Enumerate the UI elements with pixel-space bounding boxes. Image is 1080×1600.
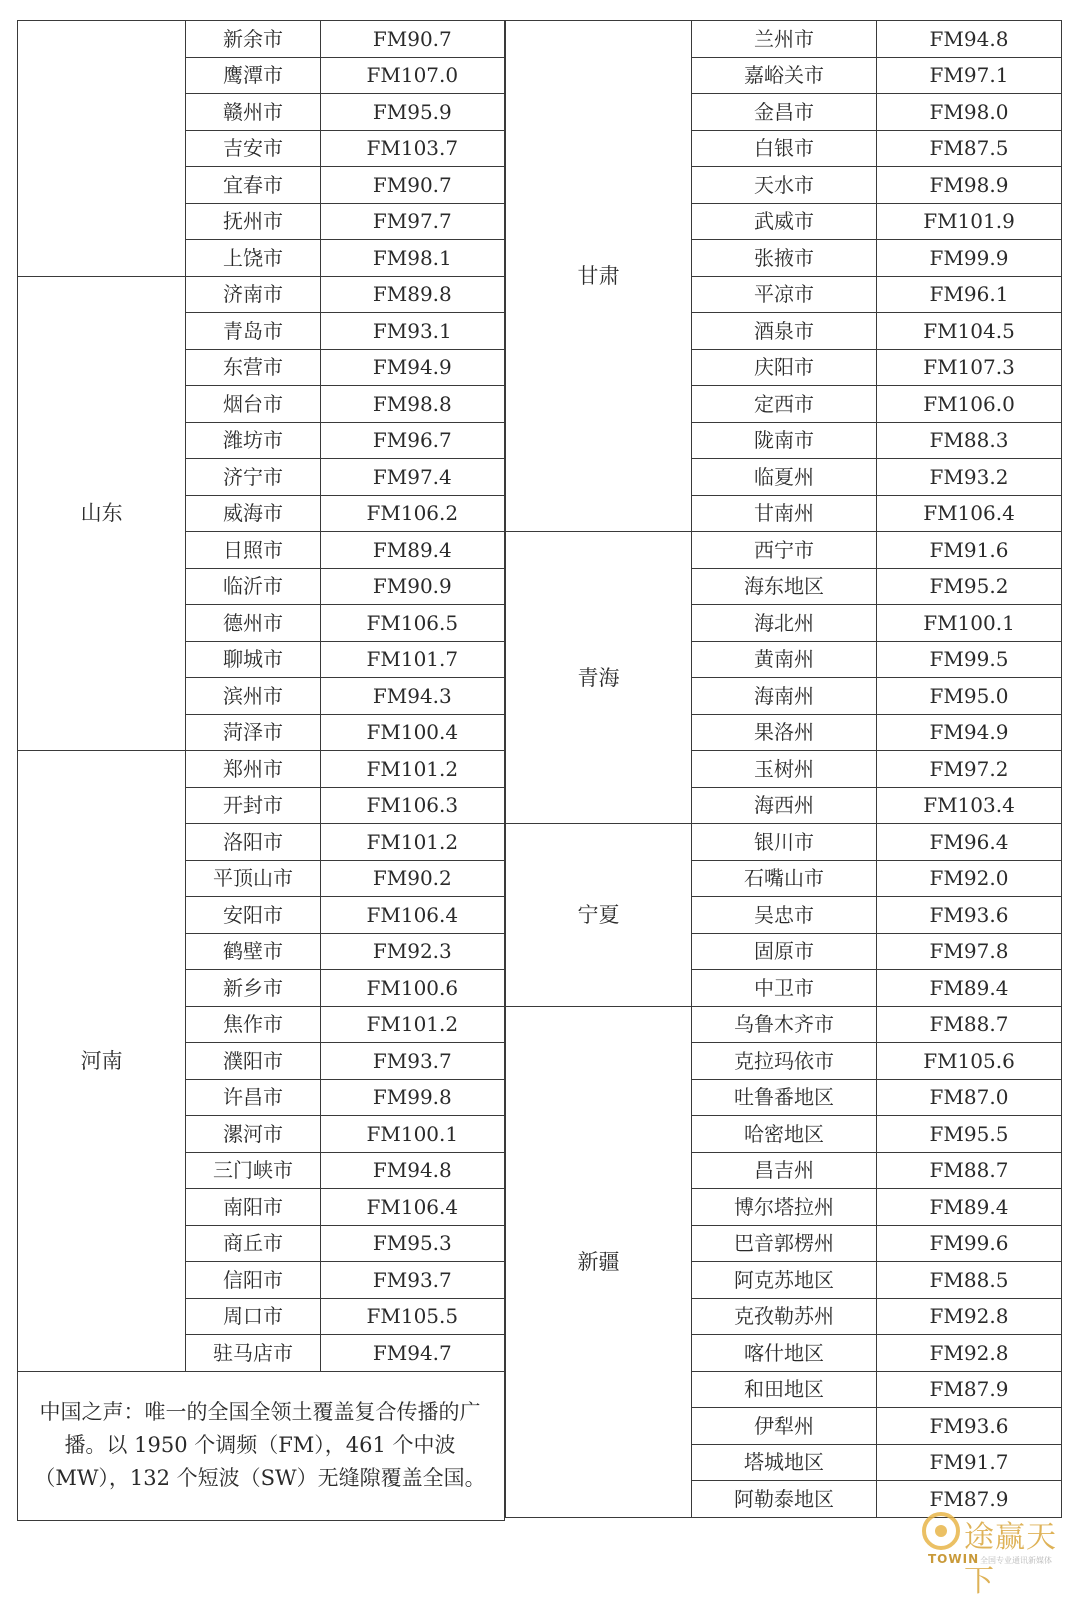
frequency-cell: FM101.7 [320, 641, 504, 678]
city-cell: 新余市 [186, 21, 320, 58]
frequency-cell: FM94.8 [877, 21, 1062, 58]
frequency-cell: FM105.5 [320, 1298, 504, 1335]
frequency-cell: FM106.4 [320, 1189, 504, 1226]
right-frequency-table [505, 20, 1062, 1518]
frequency-cell: FM95.9 [320, 94, 504, 131]
city-cell: 鹰潭市 [186, 57, 320, 94]
city-cell: 临夏州 [692, 459, 877, 496]
province-cell [18, 21, 186, 277]
city-cell: 酒泉市 [692, 313, 877, 350]
note-row [18, 1371, 505, 1520]
city-cell: 临沂市 [186, 568, 320, 605]
frequency-cell: FM96.4 [877, 824, 1062, 861]
frequency-cell: FM94.8 [320, 1152, 504, 1189]
province-cell: 青海 [506, 532, 692, 824]
city-cell: 哈密地区 [692, 1116, 877, 1153]
city-cell: 石嘴山市 [692, 860, 877, 897]
city-cell: 平顶山市 [186, 860, 320, 897]
city-cell: 博尔塔拉州 [692, 1189, 877, 1226]
city-cell: 西宁市 [692, 532, 877, 569]
city-cell: 玉树州 [692, 751, 877, 788]
frequency-cell: FM100.1 [320, 1116, 504, 1153]
frequency-cell: FM93.6 [877, 897, 1062, 934]
city-cell: 东营市 [186, 349, 320, 386]
city-cell: 阿勒泰地区 [692, 1481, 877, 1518]
coverage-note: 中国之声：唯一的全国全领土覆盖复合传播的广播。以 1950 个调频（FM），461 个中波（MW），132 个短波（SW）无缝隙覆盖全国。 [18, 1371, 505, 1520]
frequency-cell: FM94.9 [320, 349, 504, 386]
city-cell: 塔城地区 [692, 1444, 877, 1481]
frequency-cell: FM106.2 [320, 495, 504, 532]
frequency-cell: FM94.9 [877, 714, 1062, 751]
frequency-cell: FM95.2 [877, 568, 1062, 605]
left-frequency-table [17, 20, 505, 1520]
city-cell: 洛阳市 [186, 824, 320, 861]
city-cell: 驻马店市 [186, 1335, 320, 1372]
table-row [506, 1006, 1062, 1043]
city-cell: 白银市 [692, 130, 877, 167]
city-cell: 济南市 [186, 276, 320, 313]
city-cell: 武威市 [692, 203, 877, 240]
city-cell: 果洛州 [692, 714, 877, 751]
city-cell: 吴忠市 [692, 897, 877, 934]
city-cell: 三门峡市 [186, 1152, 320, 1189]
city-cell: 菏泽市 [186, 714, 320, 751]
watermark-latin: TOWIN [928, 1552, 980, 1566]
city-cell: 日照市 [186, 532, 320, 569]
city-cell: 赣州市 [186, 94, 320, 131]
frequency-cell: FM99.9 [877, 240, 1062, 277]
frequency-cell: FM92.3 [320, 933, 504, 970]
city-cell: 张掖市 [692, 240, 877, 277]
frequency-cell: FM98.9 [877, 167, 1062, 204]
frequency-cell: FM100.1 [877, 605, 1062, 642]
frequency-cell: FM103.7 [320, 130, 504, 167]
frequency-cell: FM107.3 [877, 349, 1062, 386]
city-cell: 周口市 [186, 1298, 320, 1335]
city-cell: 南阳市 [186, 1189, 320, 1226]
frequency-cell: FM93.2 [877, 459, 1062, 496]
frequency-cell: FM90.7 [320, 167, 504, 204]
table-row [506, 824, 1062, 861]
city-cell: 吉安市 [186, 130, 320, 167]
frequency-cell: FM95.5 [877, 1116, 1062, 1153]
city-cell: 银川市 [692, 824, 877, 861]
frequency-cell: FM87.0 [877, 1079, 1062, 1116]
frequency-cell: FM93.7 [320, 1262, 504, 1299]
city-cell: 喀什地区 [692, 1335, 877, 1372]
frequency-cell: FM104.5 [877, 313, 1062, 350]
frequency-cell: FM100.4 [320, 714, 504, 751]
city-cell: 吐鲁番地区 [692, 1079, 877, 1116]
frequency-cell: FM93.7 [320, 1043, 504, 1080]
city-cell: 平凉市 [692, 276, 877, 313]
frequency-cell: FM89.4 [877, 1189, 1062, 1226]
city-cell: 郑州市 [186, 751, 320, 788]
frequency-cell: FM87.5 [877, 130, 1062, 167]
city-cell: 嘉峪关市 [692, 57, 877, 94]
frequency-cell: FM87.9 [877, 1371, 1062, 1408]
city-cell: 漯河市 [186, 1116, 320, 1153]
city-cell: 天水市 [692, 167, 877, 204]
frequency-cell: FM90.9 [320, 568, 504, 605]
frequency-cell: FM106.0 [877, 386, 1062, 423]
watermark-subtitle: 全国专业通讯新媒体 [980, 1556, 1052, 1565]
city-cell: 青岛市 [186, 313, 320, 350]
province-cell: 山东 [18, 276, 186, 751]
frequency-cell: FM106.4 [320, 897, 504, 934]
province-cell: 河南 [18, 751, 186, 1372]
province-cell: 宁夏 [506, 824, 692, 1007]
frequency-cell: FM101.9 [877, 203, 1062, 240]
city-cell: 庆阳市 [692, 349, 877, 386]
city-cell: 克拉玛依市 [692, 1043, 877, 1080]
frequency-cell: FM99.5 [877, 641, 1062, 678]
city-cell: 中卫市 [692, 970, 877, 1007]
frequency-cell: FM97.4 [320, 459, 504, 496]
city-cell: 济宁市 [186, 459, 320, 496]
city-cell: 上饶市 [186, 240, 320, 277]
city-cell: 宜春市 [186, 167, 320, 204]
frequency-cell: FM88.7 [877, 1152, 1062, 1189]
city-cell: 固原市 [692, 933, 877, 970]
frequency-cell: FM105.6 [877, 1043, 1062, 1080]
frequency-cell: FM94.7 [320, 1335, 504, 1372]
city-cell: 潍坊市 [186, 422, 320, 459]
city-cell: 定西市 [692, 386, 877, 423]
frequency-cell: FM97.7 [320, 203, 504, 240]
city-cell: 烟台市 [186, 386, 320, 423]
city-cell: 巴音郭楞州 [692, 1225, 877, 1262]
frequency-cell: FM90.2 [320, 860, 504, 897]
table-row [18, 21, 505, 58]
city-cell: 伊犁州 [692, 1408, 877, 1445]
frequency-cell: FM99.6 [877, 1225, 1062, 1262]
frequency-cell: FM106.3 [320, 787, 504, 824]
frequency-cell: FM92.8 [877, 1335, 1062, 1372]
frequency-cell: FM99.8 [320, 1079, 504, 1116]
frequency-cell: FM98.0 [877, 94, 1062, 131]
frequency-cell: FM92.0 [877, 860, 1062, 897]
city-cell: 海南州 [692, 678, 877, 715]
city-cell: 乌鲁木齐市 [692, 1006, 877, 1043]
city-cell: 许昌市 [186, 1079, 320, 1116]
frequency-cell: FM92.8 [877, 1298, 1062, 1335]
frequency-cell: FM89.8 [320, 276, 504, 313]
city-cell: 黄南州 [692, 641, 877, 678]
watermark [922, 1508, 1072, 1599]
frequency-cell: FM88.5 [877, 1262, 1062, 1299]
city-cell: 和田地区 [692, 1371, 877, 1408]
frequency-cell: FM93.6 [877, 1408, 1062, 1445]
table-row [18, 276, 505, 313]
frequency-cell: FM98.8 [320, 386, 504, 423]
frequency-cell: FM89.4 [320, 532, 504, 569]
city-cell: 威海市 [186, 495, 320, 532]
city-cell: 兰州市 [692, 21, 877, 58]
city-cell: 海西州 [692, 787, 877, 824]
frequency-cell: FM91.7 [877, 1444, 1062, 1481]
frequency-cell: FM95.0 [877, 678, 1062, 715]
city-cell: 开封市 [186, 787, 320, 824]
table-row [506, 532, 1062, 569]
frequency-cell: FM103.4 [877, 787, 1062, 824]
table-row [18, 751, 505, 788]
city-cell: 聊城市 [186, 641, 320, 678]
city-cell: 甘南州 [692, 495, 877, 532]
frequency-cell: FM88.3 [877, 422, 1062, 459]
frequency-cell: FM91.6 [877, 532, 1062, 569]
frequency-cell: FM97.8 [877, 933, 1062, 970]
city-cell: 抚州市 [186, 203, 320, 240]
city-cell: 海北州 [692, 605, 877, 642]
frequency-cell: FM101.2 [320, 824, 504, 861]
frequency-cell: FM90.7 [320, 21, 504, 58]
frequency-cell: FM96.7 [320, 422, 504, 459]
city-cell: 海东地区 [692, 568, 877, 605]
city-cell: 安阳市 [186, 897, 320, 934]
city-cell: 商丘市 [186, 1225, 320, 1262]
frequency-cell: FM101.2 [320, 1006, 504, 1043]
city-cell: 滨州市 [186, 678, 320, 715]
frequency-cell: FM88.7 [877, 1006, 1062, 1043]
frequency-cell: FM95.3 [320, 1225, 504, 1262]
frequency-cell: FM106.5 [320, 605, 504, 642]
city-cell: 濮阳市 [186, 1043, 320, 1080]
province-cell: 甘肃 [506, 21, 692, 532]
frequency-cell: FM98.1 [320, 240, 504, 277]
frequency-cell: FM89.4 [877, 970, 1062, 1007]
city-cell: 金昌市 [692, 94, 877, 131]
city-cell: 阿克苏地区 [692, 1262, 877, 1299]
frequency-cell: FM97.1 [877, 57, 1062, 94]
table-row [506, 21, 1062, 58]
frequency-cell: FM106.4 [877, 495, 1062, 532]
frequency-cell: FM107.0 [320, 57, 504, 94]
frequency-cell: FM100.6 [320, 970, 504, 1007]
city-cell: 焦作市 [186, 1006, 320, 1043]
frequency-cell: FM93.1 [320, 313, 504, 350]
city-cell: 德州市 [186, 605, 320, 642]
frequency-cell: FM96.1 [877, 276, 1062, 313]
watermark-name: 途赢天下 [964, 1520, 1057, 1599]
city-cell: 昌吉州 [692, 1152, 877, 1189]
city-cell: 新乡市 [186, 970, 320, 1007]
frequency-cell: FM97.2 [877, 751, 1062, 788]
frequency-cell: FM87.9 [877, 1481, 1062, 1518]
frequency-cell: FM94.3 [320, 678, 504, 715]
city-cell: 信阳市 [186, 1262, 320, 1299]
city-cell: 鹤壁市 [186, 933, 320, 970]
province-cell: 新疆 [506, 1006, 692, 1517]
city-cell: 陇南市 [692, 422, 877, 459]
city-cell: 克孜勒苏州 [692, 1298, 877, 1335]
frequency-cell: FM101.2 [320, 751, 504, 788]
watermark-logo-icon [922, 1512, 960, 1550]
